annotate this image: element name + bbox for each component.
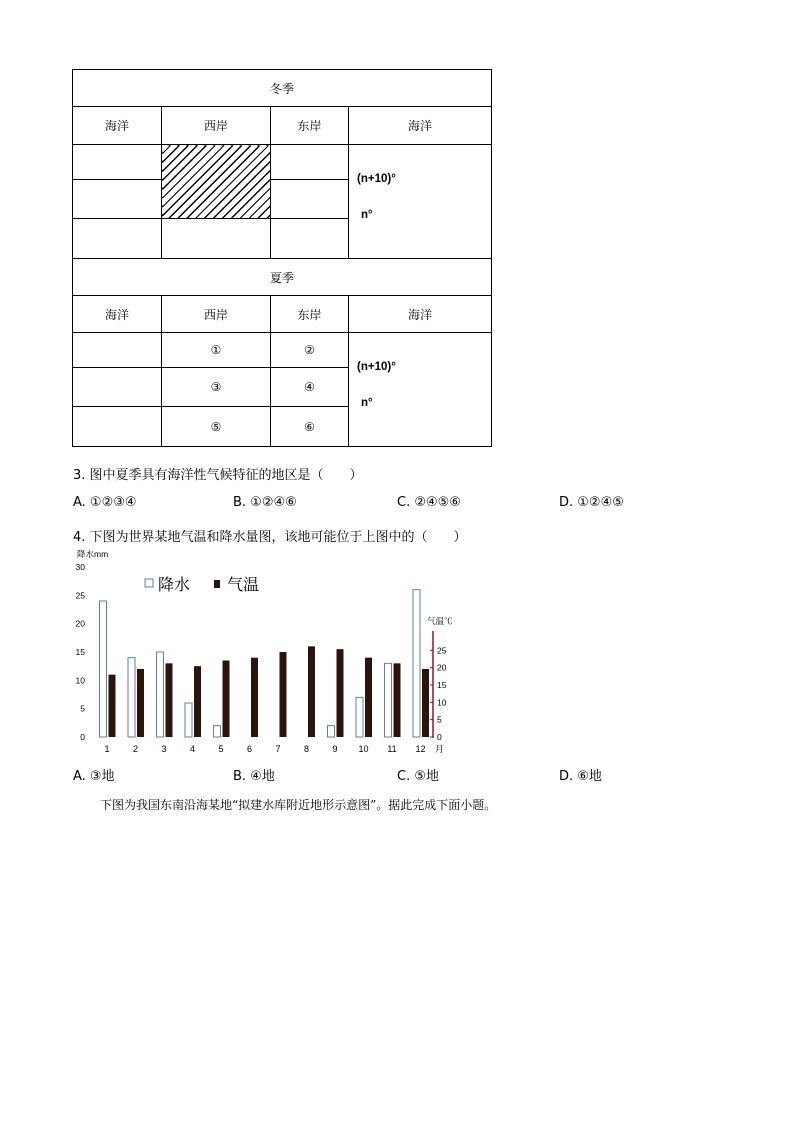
y-tick-left: 0 xyxy=(80,732,85,742)
x-axis-label: 月 xyxy=(435,744,445,754)
temp-bar xyxy=(280,652,287,737)
x-tick-label: 1 xyxy=(104,744,110,754)
x-tick-label: 2 xyxy=(132,744,139,754)
region-3: ③ xyxy=(162,368,271,407)
q3-option-a[interactable]: A. ①②③④ xyxy=(73,495,137,510)
temp-bar xyxy=(166,663,173,737)
precip-bar xyxy=(328,726,335,737)
header-ocean-east: 海洋 xyxy=(349,296,492,333)
y-tick-right: 25 xyxy=(437,645,447,656)
y-tick-right: 10 xyxy=(437,697,447,708)
y-tick-left: 30 xyxy=(75,562,85,572)
temp-bar xyxy=(365,658,372,737)
section-intro-text: 下图为我国东南沿海某地“拟建水库附近地形示意图”。据此完成下面小题。 xyxy=(100,798,497,812)
y-tick-left: 20 xyxy=(75,618,85,629)
q4-option-d[interactable]: D. ⑥地 xyxy=(559,769,602,784)
x-tick-label: 10 xyxy=(358,744,369,754)
header-east-coast: 东岸 xyxy=(271,296,349,333)
y-tick-right: 0 xyxy=(437,732,442,742)
y-tick-right: 20 xyxy=(437,662,447,673)
temp-bar xyxy=(109,675,116,737)
q3-option-d[interactable]: D. ①②④⑤ xyxy=(559,495,624,510)
winter-cell xyxy=(73,180,162,219)
legend-temp-label: 气温 xyxy=(227,577,260,594)
x-tick-label: 4 xyxy=(189,744,196,754)
legend-temp-swatch xyxy=(214,580,220,588)
summer-cell xyxy=(73,333,162,368)
x-tick-label: 11 xyxy=(387,744,397,754)
winter-hatched-area xyxy=(162,145,271,219)
header-ocean-east: 海洋 xyxy=(349,107,492,145)
y-tick-left: 10 xyxy=(75,675,85,686)
q4-option-a[interactable]: A. ③地 xyxy=(73,769,115,784)
climate-table xyxy=(72,69,492,447)
question-4: 4. 下图为世界某地气温和降水量图，该地可能位于上图中的（ ） xyxy=(73,530,467,545)
winter-cell xyxy=(73,145,162,180)
y-axis-left-label: 降水mm xyxy=(77,549,109,559)
winter-cell xyxy=(271,180,349,219)
question-3: 3. 图中夏季具有海洋性气候特征的地区是（ ） xyxy=(73,468,363,483)
climate-chart xyxy=(70,544,470,762)
winter-cell xyxy=(271,219,349,259)
header-ocean-west: 海洋 xyxy=(73,107,162,145)
temp-bar xyxy=(194,666,201,737)
x-tick-label: 7 xyxy=(275,744,281,754)
x-tick-label: 3 xyxy=(161,744,167,754)
y-tick-left: 5 xyxy=(80,703,85,714)
temp-bar xyxy=(394,663,401,737)
precip-bar xyxy=(385,663,392,737)
x-tick-label: 9 xyxy=(332,744,338,754)
q4-option-b[interactable]: B. ④地 xyxy=(233,769,275,784)
x-tick-label: 6 xyxy=(246,744,253,754)
winter-cell xyxy=(162,219,271,259)
temp-bar xyxy=(337,649,344,737)
x-tick-label: 12 xyxy=(415,744,426,754)
y-tick-right: 15 xyxy=(437,680,447,690)
region-4: ④ xyxy=(271,368,349,407)
summer-title: 夏季 xyxy=(73,259,492,296)
region-5: ⑤ xyxy=(162,407,271,447)
precip-bar xyxy=(413,590,420,737)
region-6: ⑥ xyxy=(271,407,349,447)
y-tick-right: 5 xyxy=(437,714,442,725)
y-tick-left: 15 xyxy=(75,647,85,657)
q3-option-b[interactable]: B. ①②④⑥ xyxy=(233,495,297,510)
winter-title: 冬季 xyxy=(73,70,492,107)
temp-bar xyxy=(137,669,144,737)
y-tick-left: 25 xyxy=(75,590,85,601)
temp-bar xyxy=(308,646,315,737)
summer-cell xyxy=(73,368,162,407)
header-west-coast: 西岸 xyxy=(162,296,271,333)
region-2: ② xyxy=(271,333,349,368)
q3-option-c[interactable]: C. ②④⑤⑥ xyxy=(397,495,461,510)
temp-bar xyxy=(251,658,258,737)
legend-precip-label: 降水 xyxy=(158,577,191,594)
precip-bar xyxy=(128,658,135,737)
winter-latitude-cell: (n+10)° n° xyxy=(349,145,492,259)
x-tick-label: 8 xyxy=(303,744,310,754)
legend-precip-swatch xyxy=(145,579,153,587)
precip-bar xyxy=(214,726,221,737)
y-axis-right-label: 气温℃ xyxy=(427,616,453,626)
header-west-coast: 西岸 xyxy=(162,107,271,145)
region-1: ① xyxy=(162,333,271,368)
summer-cell xyxy=(73,407,162,447)
precip-bar xyxy=(356,697,363,737)
header-ocean-west: 海洋 xyxy=(73,296,162,333)
q4-option-c[interactable]: C. ⑤地 xyxy=(397,769,439,784)
precip-bar xyxy=(157,652,164,737)
x-tick-label: 5 xyxy=(218,744,224,754)
header-east-coast: 东岸 xyxy=(271,107,349,145)
precip-bar xyxy=(185,703,192,737)
summer-latitude-cell: (n+10)° n° xyxy=(349,333,492,447)
temp-bar xyxy=(223,661,230,738)
temp-bar xyxy=(422,669,429,737)
legend xyxy=(145,576,259,594)
precip-bar xyxy=(100,601,107,737)
winter-cell xyxy=(271,145,349,180)
winter-cell xyxy=(73,219,162,259)
